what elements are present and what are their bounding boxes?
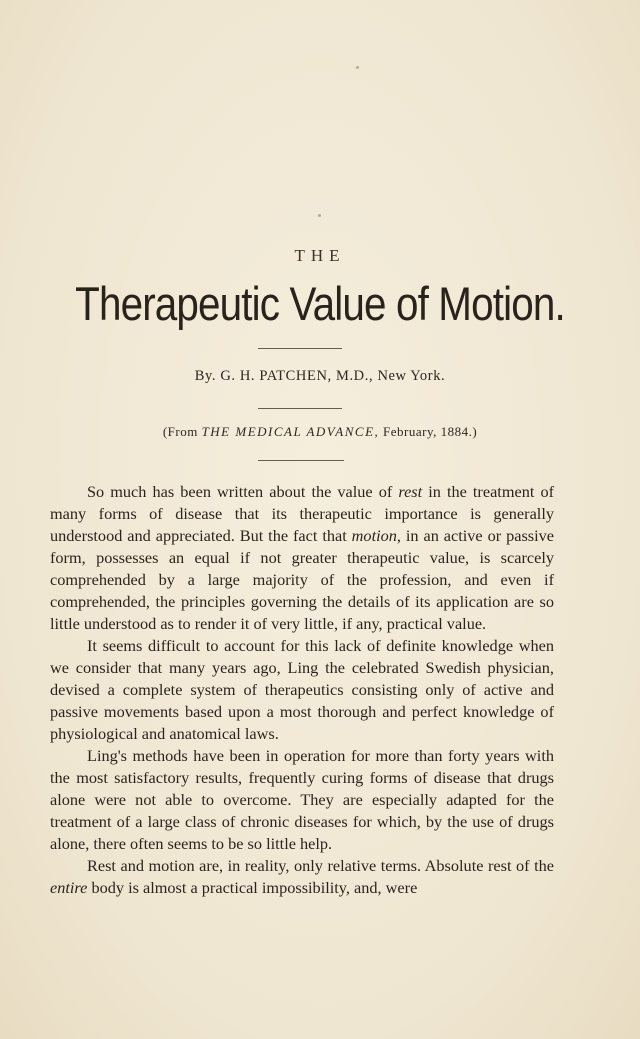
paper-speck bbox=[356, 66, 359, 69]
byline bbox=[0, 368, 640, 385]
text-run: So much has been written about the value of bbox=[87, 482, 399, 501]
byline-prefix: By. bbox=[194, 368, 217, 384]
paragraph: Ling's methods have been in operation for more than forty years with the most satisfactory results, frequently curing forms of disease that drugs alone were not able to overcome. They are especially adapted for the treatment of a large class of chronic diseases for which, by the use of drugs alone, there often seems to be so little help. bbox=[50, 746, 554, 853]
emphasis: rest bbox=[398, 482, 423, 501]
text-run: body is almost a practical impossibility, and, were bbox=[87, 878, 418, 897]
divider bbox=[258, 460, 344, 461]
author-location: New York. bbox=[377, 368, 446, 384]
source-citation bbox=[0, 424, 640, 440]
divider bbox=[258, 408, 342, 409]
text-run: in the treatment of many forms of disease that its therapeutic importance is generally understood and appreciated. But the fact that bbox=[50, 482, 555, 545]
author-name: G. H. PATCHEN, M.D., bbox=[220, 368, 374, 384]
paper-speck bbox=[318, 214, 321, 217]
emphasis: entire bbox=[50, 878, 88, 897]
journal-name: THE MEDICAL ADVANCE, bbox=[201, 424, 380, 439]
paragraph bbox=[50, 481, 554, 635]
article-body bbox=[50, 481, 554, 899]
title-kicker: THE bbox=[294, 246, 346, 265]
page-title: Therapeutic Value of Motion. bbox=[75, 277, 565, 330]
divider bbox=[258, 348, 342, 349]
emphasis: motion bbox=[351, 526, 397, 545]
source-date: February, 1884.) bbox=[383, 424, 478, 439]
text-run: Rest and motion are, in reality, only relative terms. Absolute rest of the bbox=[87, 856, 554, 875]
source-open: (From bbox=[162, 424, 198, 439]
paragraph bbox=[50, 855, 554, 899]
paragraph: It seems difficult to account for this lack of definite knowledge when we consider that many years ago, Ling the celebrated Swedish physician, devised a complete system of therapeutics consisting only of active and passive movements based upon a most thorough and perfect knowledge of physiological and anatomical laws. bbox=[50, 636, 554, 743]
text-run: , in an active or passive form, possesses an equal if not greater therapeutic value, is scarcely comprehended by a large majority of the profession, and even if comprehended, the principles governing the details of its application are so little understood as to render it of very little, if any, practical value. bbox=[50, 526, 555, 633]
